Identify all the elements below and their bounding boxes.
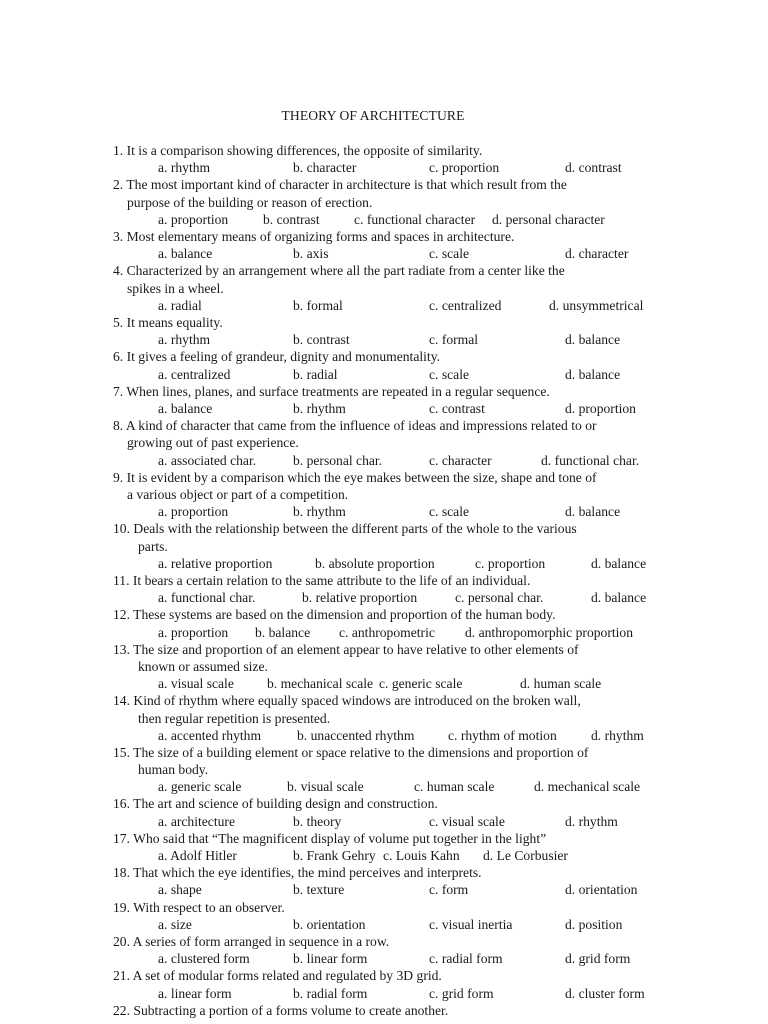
question-item xyxy=(113,1002,673,1019)
question-text-continuation: growing out of past experience. xyxy=(127,435,299,451)
question-text: 9. It is evident by a comparison which the eye makes between the size, shape and tone of xyxy=(113,469,597,485)
answer-option: a. accented rhythm xyxy=(158,727,262,743)
question-text: 5. It means equality. xyxy=(113,314,223,330)
question-text: 6. It gives a feeling of grandeur, dignity and monumentality. xyxy=(113,349,441,365)
question-item xyxy=(113,572,673,606)
answer-option: c. character xyxy=(429,452,492,468)
answer-options xyxy=(113,727,673,744)
question-text: 19. With respect to an observer. xyxy=(113,899,285,915)
answer-option: d. orientation xyxy=(565,882,638,898)
answer-options xyxy=(113,675,673,692)
answer-option: c. Louis Kahn xyxy=(383,848,460,864)
answer-option: c. scale xyxy=(429,366,469,382)
answer-option: b. contrast xyxy=(293,332,350,348)
answer-option: a. rhythm xyxy=(158,332,211,348)
answer-option: b. radial form xyxy=(293,985,368,1001)
question-item xyxy=(113,262,673,314)
answer-option: b. balance xyxy=(255,624,311,640)
answer-options xyxy=(113,297,673,314)
answer-option: b. axis xyxy=(293,246,329,262)
question-text: 10. Deals with the relationship between the different parts of the whole to the various xyxy=(113,521,577,537)
answer-option: a. radial xyxy=(158,297,202,313)
question-text: 1. It is a comparison showing differences, the opposite of similarity. xyxy=(113,143,483,158)
question-item xyxy=(113,744,673,796)
question-item xyxy=(113,899,673,933)
answer-option: d. contrast xyxy=(565,160,622,176)
answer-option: c. personal char. xyxy=(455,590,544,606)
answer-option: d. Le Corbusier xyxy=(483,848,568,864)
answer-option: c. scale xyxy=(429,504,469,520)
question-text-continuation: parts. xyxy=(138,538,168,554)
answer-option: a. proportion xyxy=(158,211,229,227)
answer-option: b. character xyxy=(293,160,357,176)
answer-option: b. visual scale xyxy=(287,779,364,795)
question-item xyxy=(113,469,673,521)
question-text: 14. Kind of rhythm where equally spaced windows are introduced on the broken wall, xyxy=(113,693,581,709)
answer-option: a. visual scale xyxy=(158,676,234,692)
answer-option: a. proportion xyxy=(158,504,229,520)
answer-option: d. personal character xyxy=(492,211,605,227)
answer-options xyxy=(113,452,673,469)
question-text: 17. Who said that “The magnificent display of volume put together in the light” xyxy=(113,830,547,846)
answer-option: d. unsymmetrical xyxy=(549,297,644,313)
document-title: THEORY OF ARCHITECTURE xyxy=(281,108,465,123)
answer-option: d. balance xyxy=(565,332,621,348)
question-item xyxy=(113,176,673,228)
answer-option: a. balance xyxy=(158,400,213,416)
answer-options xyxy=(113,211,673,228)
answer-option: a. centralized xyxy=(158,366,231,382)
question-text: 15. The size of a building element or space relative to the dimensions and proportion of xyxy=(113,744,589,760)
question-text: 8. A kind of character that came from the influence of ideas and impressions related to or xyxy=(113,418,597,434)
answer-option: b. mechanical scale xyxy=(267,676,374,692)
answer-options xyxy=(113,778,673,795)
answer-option: a. generic scale xyxy=(158,779,242,795)
question-item xyxy=(113,314,673,348)
answer-options xyxy=(113,555,673,572)
answer-option: a. rhythm xyxy=(158,160,211,176)
question-item xyxy=(113,641,673,693)
question-text: 22. Subtracting a portion of a forms volume to create another. xyxy=(113,1002,449,1018)
answer-option: c. proportion xyxy=(475,555,546,571)
question-item xyxy=(113,864,673,898)
answer-options xyxy=(113,916,673,933)
answer-option: d. rhythm xyxy=(591,727,644,743)
answer-option: b. rhythm xyxy=(293,400,346,416)
answer-option: a. balance xyxy=(158,246,213,262)
answer-option: d. position xyxy=(565,916,623,932)
answer-option: d. cluster form xyxy=(565,985,645,1001)
question-text: 13. The size and proportion of an element appear to have relative to other elements of xyxy=(113,641,579,657)
answer-option: c. contrast xyxy=(429,400,485,416)
question-item xyxy=(113,383,673,417)
answer-option: a. associated char. xyxy=(158,452,257,468)
answer-option: a. size xyxy=(158,916,192,932)
answer-option: b. linear form xyxy=(293,951,368,967)
question-text-continuation: purpose of the building or reason of erection. xyxy=(127,194,373,210)
answer-option: a. architecture xyxy=(158,813,235,829)
question-item xyxy=(113,830,673,864)
answer-option: c. visual scale xyxy=(429,813,505,829)
answer-option: d. rhythm xyxy=(565,813,618,829)
question-text: 18. That which the eye identifies, the mind perceives and interprets. xyxy=(113,865,482,881)
answer-option: d. human scale xyxy=(520,676,602,692)
answer-options xyxy=(113,813,673,830)
question-text: 12. These systems are based on the dimension and proportion of the human body. xyxy=(113,607,556,623)
answer-options xyxy=(113,589,673,606)
answer-options xyxy=(113,985,673,1002)
answer-option: d. functional char. xyxy=(541,452,640,468)
answer-option: d. balance xyxy=(591,590,647,606)
answer-options xyxy=(113,366,673,383)
question-item xyxy=(113,606,673,640)
answer-option: b. absolute proportion xyxy=(315,555,435,571)
answer-option: d. balance xyxy=(591,555,647,571)
answer-option: b. contrast xyxy=(263,211,320,227)
question-text: 11. It bears a certain relation to the same attribute to the life of an individual. xyxy=(113,572,531,588)
answer-option: a. functional char. xyxy=(158,590,256,606)
answer-option: d. proportion xyxy=(565,400,636,416)
answer-option: d. character xyxy=(565,246,629,262)
answer-option: c. proportion xyxy=(429,160,500,176)
answer-options xyxy=(113,245,673,262)
question-text-continuation: human body. xyxy=(138,762,209,778)
question-item xyxy=(113,520,673,572)
answer-option: a. shape xyxy=(158,882,202,898)
question-text-continuation: spikes in a wheel. xyxy=(127,280,224,296)
question-text-continuation: a various object or part of a competition. xyxy=(127,486,349,502)
answer-option: c. radial form xyxy=(429,951,503,967)
answer-option: c. grid form xyxy=(429,985,494,1001)
question-text-continuation: then regular repetition is presented. xyxy=(138,710,331,726)
answer-options xyxy=(113,400,673,417)
answer-options xyxy=(113,624,673,641)
answer-option: c. centralized xyxy=(429,297,502,313)
answer-option: b. rhythm xyxy=(293,504,346,520)
answer-option: b. unaccented rhythm xyxy=(297,727,415,743)
question-item xyxy=(113,692,673,744)
answer-option: b. relative proportion xyxy=(302,590,418,606)
answer-option: d. mechanical scale xyxy=(534,779,641,795)
answer-options xyxy=(113,331,673,348)
question-item xyxy=(113,417,673,469)
answer-option: b. theory xyxy=(293,813,342,829)
answer-options xyxy=(113,950,673,967)
question-item xyxy=(113,228,673,262)
question-item xyxy=(113,933,673,967)
answer-option: a. clustered form xyxy=(158,951,250,967)
answer-option: c. anthropometric xyxy=(339,624,435,640)
answer-option: b. orientation xyxy=(293,916,366,932)
answer-option: b. texture xyxy=(293,882,345,898)
answer-options xyxy=(113,881,673,898)
question-text-continuation: known or assumed size. xyxy=(138,658,268,674)
answer-option: b. Frank Gehry xyxy=(293,848,376,864)
question-text: 4. Characterized by an arrangement where all the part radiate from a center like the xyxy=(113,263,565,279)
question-text: 16. The art and science of building design and construction. xyxy=(113,796,438,812)
answer-option: a. relative proportion xyxy=(158,555,273,571)
question-text: 7. When lines, planes, and surface treatments are repeated in a regular sequence. xyxy=(113,383,550,399)
question-text: 20. A series of form arranged in sequence in a row. xyxy=(113,934,390,950)
question-text: 3. Most elementary means of organizing forms and spaces in architecture. xyxy=(113,228,515,244)
question-list xyxy=(113,142,673,1019)
question-text: 2. The most important kind of character in architecture is that which result from the xyxy=(113,177,567,193)
answer-options xyxy=(113,503,673,520)
question-item xyxy=(113,795,673,829)
answer-options xyxy=(113,847,673,864)
answer-option: c. scale xyxy=(429,246,469,262)
answer-option: c. form xyxy=(429,882,469,898)
answer-option: a. linear form xyxy=(158,985,232,1001)
answer-option: c. human scale xyxy=(414,779,495,795)
answer-option: d. balance xyxy=(565,504,621,520)
answer-option: b. formal xyxy=(293,297,343,313)
answer-option: a. proportion xyxy=(158,624,229,640)
answer-option: b. radial xyxy=(293,366,338,382)
answer-option: d. balance xyxy=(565,366,621,382)
answer-option: c. generic scale xyxy=(379,676,463,692)
answer-option: a. Adolf Hitler xyxy=(158,848,237,864)
answer-option: c. functional character xyxy=(354,211,476,227)
question-text: 21. A set of modular forms related and regulated by 3D grid. xyxy=(113,968,442,984)
question-item xyxy=(113,967,673,1001)
answer-options xyxy=(113,159,673,176)
answer-option: c. rhythm of motion xyxy=(448,727,557,743)
answer-option: c. visual inertia xyxy=(429,916,513,932)
answer-option: b. personal char. xyxy=(293,452,383,468)
answer-option: d. grid form xyxy=(565,951,631,967)
question-item xyxy=(113,348,673,382)
answer-option: d. anthropomorphic proportion xyxy=(465,624,634,640)
question-item xyxy=(113,142,673,176)
answer-option: c. formal xyxy=(429,332,479,348)
